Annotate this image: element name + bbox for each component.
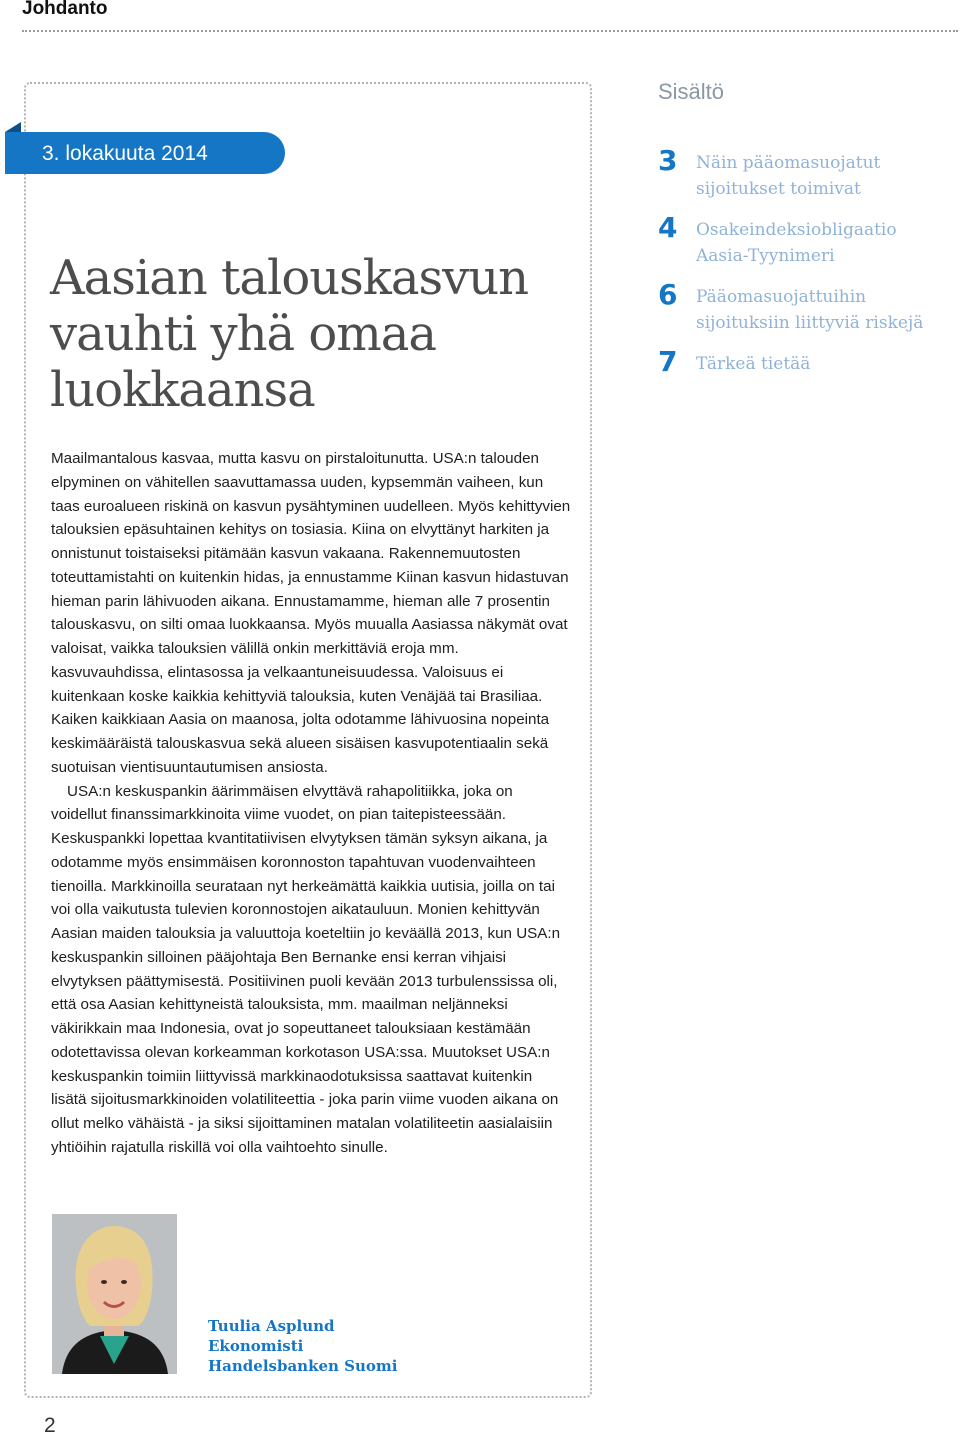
body-paragraph: USA:n keskuspankin äärimmäisen elvyttävä rahapolitiikka, joka on voidellut finanssimarkkinoita viime vuodet, on pian taitepisteessään. Keskuspankki lopettaa kvantitatiivisen elvytyksen tämän syksyn aikana, ja odotamme myös ensimmäisen koronnoston tapahtuvan vuodenvaihteen tienoilla. Markkinoilla seurataan nyt herkeämättä kaikkia uutisia, joilla on tai voi olla vaikutusta tulevien koronnostojen aikatauluun. Monien kehittyvän Aasian maiden talouksia ja valuuttoja koeteltiin jo keväällä 2013, kun USA:n keskuspankin silloinen pääjohtaja Ben Bernanke ensi kerran vihjaisi elvytyksen päättymisestä. Positiivinen puoli kevään 2013 turbulenssissa oli, että osa Aasian kehittyneistä talouksista, mm. maailman neljänneksi väkirikkain maa Indonesia, ovat jo sopeuttaneet talouksiaan kestämään odotettavissa olevan korkeamman korkotason USA:ssa. Muutokset USA:n keskuspankin toimiin liittyvissä markkinaodotuksissa saattavat kuitenkin lisätä sijoitusmarkkinoiden volatiliteettia - joka parin viime vuoden aikana on ollut melko vähäistä - ja siksi sijoittaminen matalan volatiliteetin aasialaisiin yhtiöihin rajatulla riskillä voi olla vaihtoehto sinulle. [51, 782, 561, 1156]
toc-item-label: Näin pääomasuojatut sijoitukset toimivat [696, 153, 881, 199]
page-number: 2 [44, 1414, 56, 1437]
toc-page-number: 7 [658, 345, 678, 378]
date-tab-fold [5, 122, 21, 132]
author-portrait-image [52, 1214, 177, 1374]
toc-page-number: 3 [658, 144, 678, 177]
toc-item-label: Pääomasuojattuihin sijoituksiin liittyviä riskejä [696, 287, 924, 333]
article-headline [50, 250, 528, 418]
headline-line: luokkaansa [50, 362, 315, 418]
author-company: Handelsbanken Suomi [208, 1357, 398, 1375]
toc-title: Sisältö [658, 79, 725, 104]
toc-page-number: 4 [658, 211, 678, 244]
article-body [51, 447, 571, 1160]
toc-item-label: Tärkeä tietää [696, 354, 811, 374]
author-signature [208, 1316, 397, 1376]
headline-line: Aasian talouskasvun [50, 250, 529, 306]
toc-page-number: 6 [658, 278, 678, 311]
author-name: Tuulia Asplund [208, 1317, 335, 1335]
author-title: Ekonomisti [208, 1337, 304, 1355]
author-portrait [52, 1214, 177, 1374]
headline-line: vauhti yhä omaa [50, 306, 437, 362]
section-title: Johdanto [22, 0, 108, 19]
toc-item-label: Osakeindeksiobligaatio Aasia-Tyynimeri [696, 220, 897, 266]
header-divider [22, 30, 958, 32]
publication-date: 3. lokakuuta 2014 [42, 142, 208, 165]
body-paragraph: Maailmantalous kasvaa, mutta kasvu on pirstaloitunutta. USA:n talouden elpyminen on vähitellen saavuttamassa uuden, kypsemmän vaiheen, kun taas euroalueen riskinä on kasvun pysähtyminen uudelleen. Myös kehittyvien talouksien epäsuhtainen kehitys on tosiasia. Kiina on elvyttänyt harkiten ja onnistunut toistaiseksi pitämään kasvun vakaana. Rakennemuutosten toteuttamistahti on kuitenkin hidas, ja ennustamme Kiinan kasvun hidastuvan hieman parin lähivuoden aikana. Ennustamamme, hieman alle 7 prosentin talouskasvu, on silti omaa luokkaansa. Myös muualla Aasiassa näkymät ovat valoisat, vaikka talouksien välillä onkin merkittäviä eroja mm. kasvuvauhdissa, elintasossa ja velkaantuneisuudessa. Valoisuus ei kuitenkaan koske kaikkia kehittyviä talouksia, kuten Venäjää tai Brasiliaa. Kaiken kaikkiaan Aasia on maanosa, jolta odotamme lähivuosina nopeinta keskimääräistä talouskasvua sekä alueen sisäisen kasvupotentiaalin sekä suotuisan vientisuuntautumisen ansiosta. [51, 450, 571, 776]
